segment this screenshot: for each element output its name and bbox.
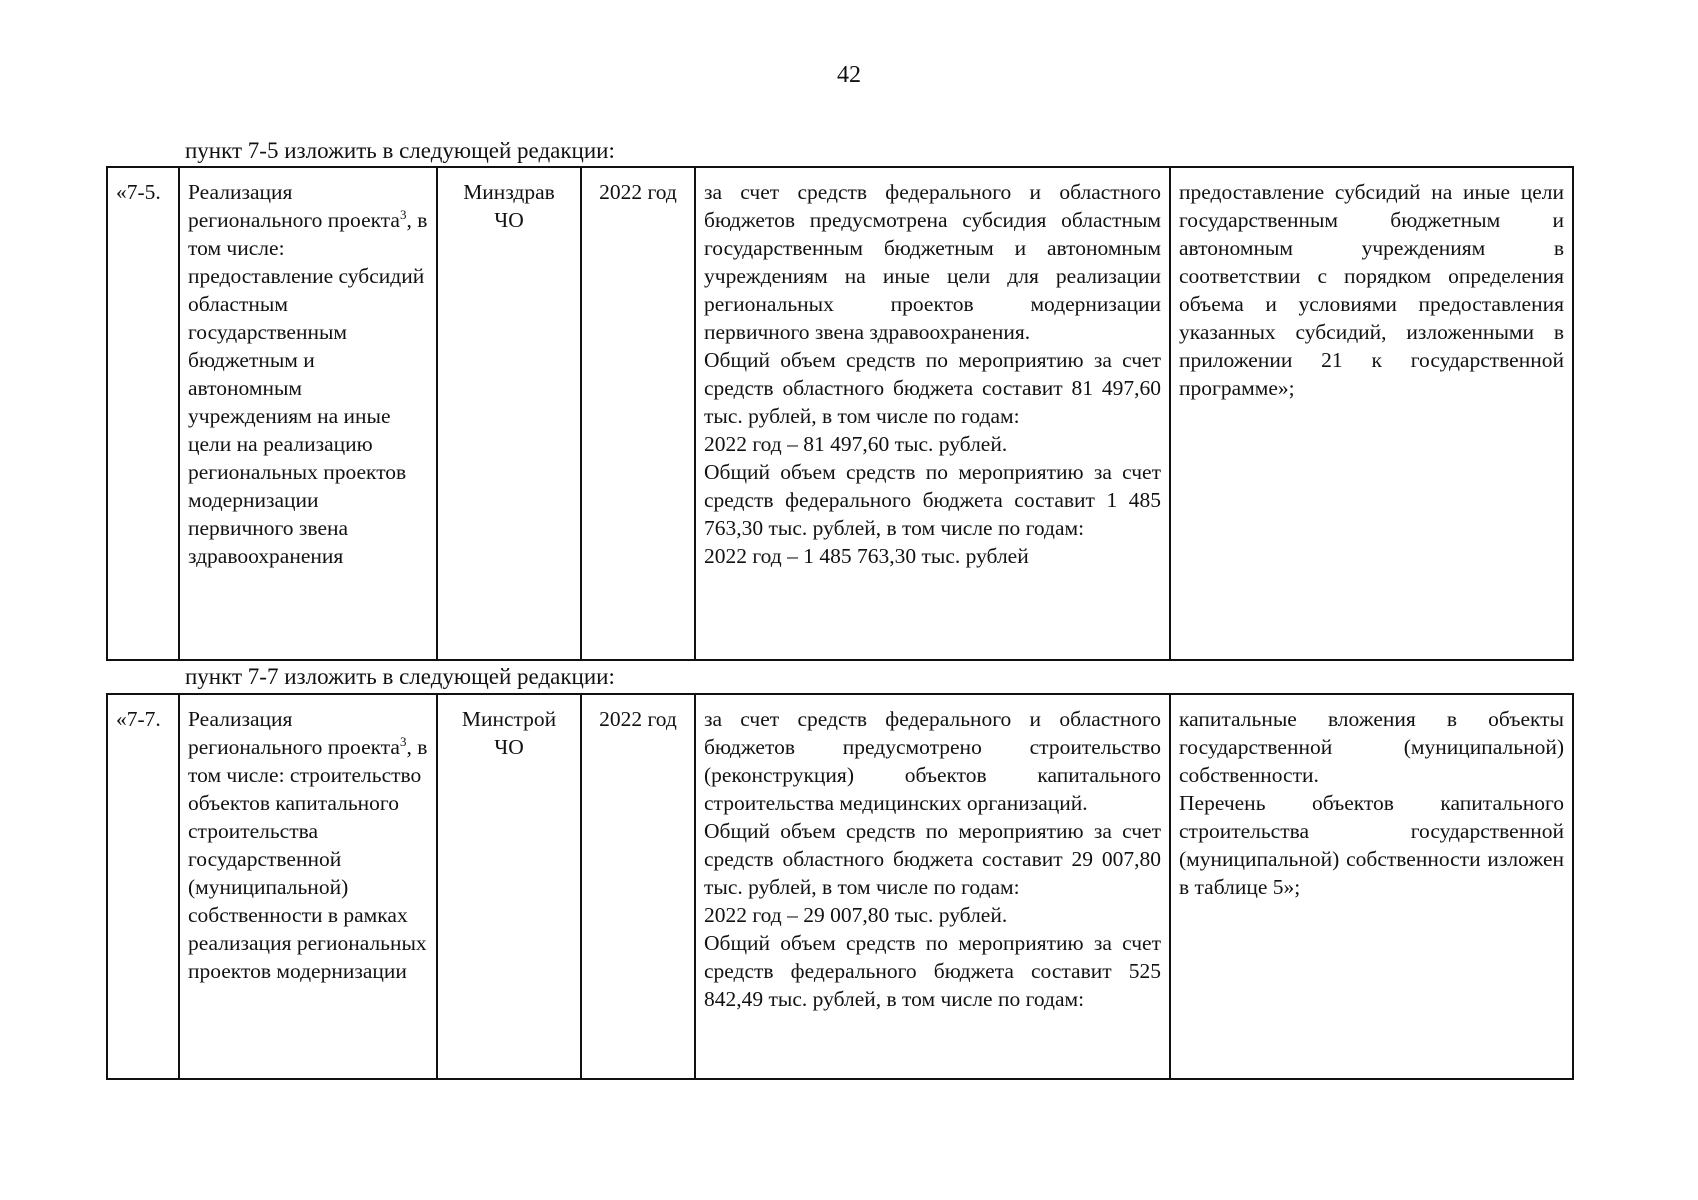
note-paragraph: капитальные вложения в объекты государственной (муниципальной) собственности. [1179, 707, 1564, 787]
table-row [107, 167, 1573, 660]
executor-line: ЧО [494, 208, 524, 232]
item-name [179, 694, 437, 1079]
table-item-7-7 [106, 693, 1574, 1080]
description-paragraph: 2022 год – 29 007,80 тыс. рублей. [704, 903, 1008, 927]
item-year: 2022 год [581, 167, 695, 660]
table-row [107, 694, 1573, 1079]
section-intro-7-7: пункт 7-7 изложить в следующей редакции: [185, 664, 615, 689]
note-paragraph: предоставление субсидий на иные цели государственным бюджетным и автономным учреждениям в соответствии с порядком определения объема и условиями предоставления указанных субсидий, изложенными в приложении 21 к государственной программе»; [1179, 180, 1564, 400]
item-note [1170, 167, 1573, 660]
item-executor [437, 694, 581, 1079]
item-number: «7-7. [107, 694, 179, 1079]
item-description [695, 694, 1170, 1079]
item-description [695, 167, 1170, 660]
item-name-text-rest: , в том числе: предоставление субсидий областным государственным бюджетным и автономным учреждениям на иные цели на реализацию региональных проектов модернизации первичного звена здравоохранения [188, 208, 428, 568]
description-paragraph: Общий объем средств по мероприятию за счет средств областного бюджета составит 29 007,80 тыс. рублей, в том числе по годам: [704, 819, 1161, 899]
description-paragraph: Общий объем средств по мероприятию за счет средств федерального бюджета составит 525 842,49 тыс. рублей, в том числе по годам: [704, 931, 1161, 1011]
page-number: 42 [837, 62, 861, 88]
item-number: «7-5. [107, 167, 179, 660]
description-paragraph: за счет средств федерального и областного бюджетов предусмотрено строительство (реконструкция) объектов капитального строительства медицинских организаций. [704, 707, 1161, 815]
description-paragraph: 2022 год – 81 497,60 тыс. рублей. [704, 432, 1008, 456]
item-note [1170, 694, 1573, 1079]
item-name [179, 167, 437, 660]
executor-line: Минстрой [461, 707, 557, 731]
description-paragraph: Общий объем средств по мероприятию за счет средств федерального бюджета составит 1 485 763,30 тыс. рублей, в том числе по годам: [704, 460, 1161, 540]
item-name-text-rest: , в том числе: строительство объектов капитального строительства государственной (муниципальной) собственности в рамках реализация региональных проектов модернизации [188, 735, 428, 983]
item-executor [437, 167, 581, 660]
item-name-text: Реализация регионального проекта [188, 180, 400, 232]
executor-line: ЧО [494, 735, 524, 759]
item-name-text: Реализация регионального проекта [188, 707, 400, 759]
table-item-7-5 [106, 166, 1574, 661]
description-paragraph: за счет средств федерального и областного бюджетов предусмотрена субсидия областным государственным бюджетным и автономным учреждениям на иные цели для реализации региональных проектов модернизации первичного звена здравоохранения. [704, 180, 1161, 344]
executor-line: Минздрав [463, 180, 555, 204]
footnote-ref: 3 [399, 206, 407, 222]
section-intro-7-5: пункт 7-5 изложить в следующей редакции: [185, 138, 615, 163]
description-paragraph: 2022 год – 1 485 763,30 тыс. рублей [704, 544, 1029, 568]
note-paragraph: Перечень объектов капитального строительства государственной (муниципальной) собственности изложен в таблице 5»; [1179, 791, 1564, 899]
item-year: 2022 год [581, 694, 695, 1079]
footnote-ref: 3 [399, 733, 407, 749]
description-paragraph: Общий объем средств по мероприятию за счет средств областного бюджета составит 81 497,60 тыс. рублей, в том числе по годам: [704, 348, 1161, 428]
